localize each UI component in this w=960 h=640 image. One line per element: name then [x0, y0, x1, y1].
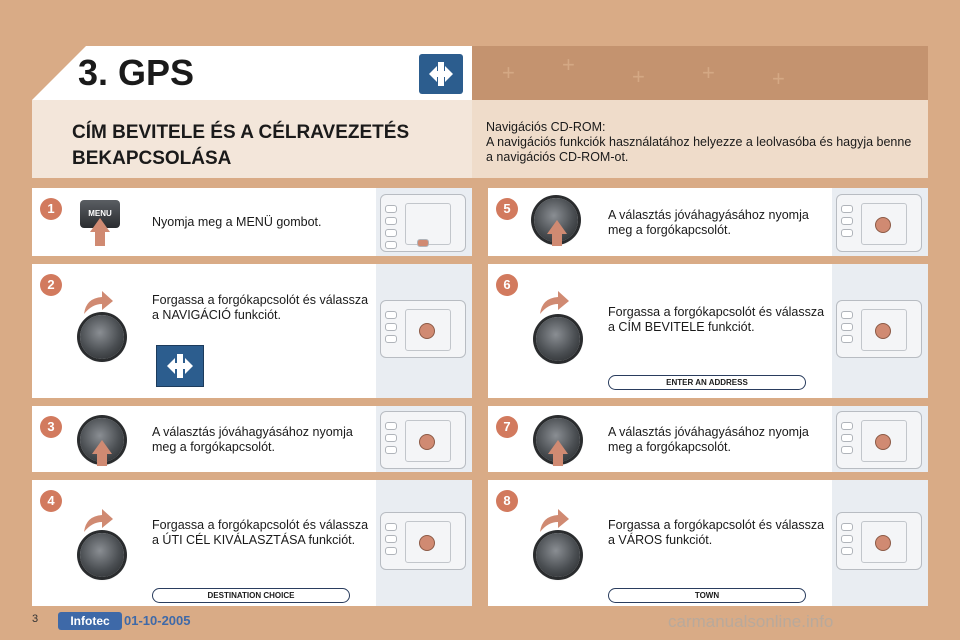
page-title: 3. GPS	[78, 52, 195, 93]
press-arrow-head	[90, 218, 110, 232]
infotec-logo: Infotec	[58, 612, 122, 630]
radio-illustration	[836, 411, 922, 469]
step-number: 2	[40, 274, 62, 296]
radio-illustration	[380, 300, 466, 358]
gps-navigation-icon	[156, 345, 204, 387]
step-text: Forgassa a forgókapcsolót és válassza a ÚTI CÉL KIVÁLASZTÁSA funkciót.	[152, 518, 369, 547]
press-arrow-head	[548, 440, 568, 454]
press-arrow	[97, 452, 107, 466]
rotary-knob-icon	[536, 533, 580, 577]
step-text: Forgassa a forgókapcsolót és válassza a NAVIGÁCIÓ funkciót.	[152, 293, 369, 322]
rotate-arrow-icon	[538, 290, 570, 316]
press-arrow	[553, 452, 563, 466]
step-text: A választás jóváhagyásához nyomja meg a forgókapcsolót.	[152, 425, 353, 454]
decorative-map-banner: + + + + +	[472, 46, 928, 100]
step-text: Forgassa a forgókapcsolót és válassza a CÍM BEVITELE funkciót.	[608, 305, 825, 334]
gps-icon	[419, 54, 463, 94]
section-title: CÍM BEVITELE ÉS A CÉLRAVEZETÉS BEKAPCSOLÁSA	[72, 122, 410, 169]
step-text: Forgassa a forgókapcsolót és válassza a VÁROS funkciót.	[608, 518, 825, 547]
step-number: 3	[40, 416, 62, 438]
radio-illustration	[836, 512, 922, 570]
rotate-arrow-icon	[82, 290, 114, 316]
step-number: 4	[40, 490, 62, 512]
step-text: Nyomja meg a MENÜ gombot.	[152, 215, 322, 229]
radio-illustration	[380, 411, 466, 469]
press-arrow-head	[547, 220, 567, 234]
step-number: 7	[496, 416, 518, 438]
screen-label-destination-choice: DESTINATION CHOICE	[152, 588, 350, 603]
step-number: 5	[496, 198, 518, 220]
rotary-knob-icon	[536, 317, 580, 361]
radio-illustration	[380, 194, 466, 252]
menu-button-illustration: MENU	[80, 200, 120, 228]
radio-illustration	[836, 300, 922, 358]
press-arrow	[95, 230, 105, 246]
rotate-arrow-icon	[538, 508, 570, 534]
edition-date: 01-10-2005	[124, 613, 191, 628]
screen-label-enter-an-address: ENTER AN ADDRESS	[608, 375, 806, 390]
radio-illustration	[380, 512, 466, 570]
step-number: 6	[496, 274, 518, 296]
screen-label-town: TOWN	[608, 588, 806, 603]
page-number: 3	[32, 613, 39, 625]
radio-illustration	[836, 194, 922, 252]
cd-rom-note: Navigációs CD-ROM: A navigációs funkciók használatához helyezze a leolvasóba és hagyja benne a navigációs CD-ROM-ot.	[486, 120, 912, 164]
step-text: A választás jóváhagyásához nyomja meg a forgókapcsolót.	[608, 208, 809, 237]
rotary-knob-icon	[80, 533, 124, 577]
step-text: A választás jóváhagyásához nyomja meg a forgókapcsolót.	[608, 425, 809, 454]
watermark: carmanualsonline.info	[668, 612, 834, 631]
step-number: 8	[496, 490, 518, 512]
press-arrow	[552, 232, 562, 246]
rotary-knob-icon	[80, 315, 124, 359]
press-arrow-head	[92, 440, 112, 454]
rotate-arrow-icon	[82, 508, 114, 534]
step-number: 1	[40, 198, 62, 220]
